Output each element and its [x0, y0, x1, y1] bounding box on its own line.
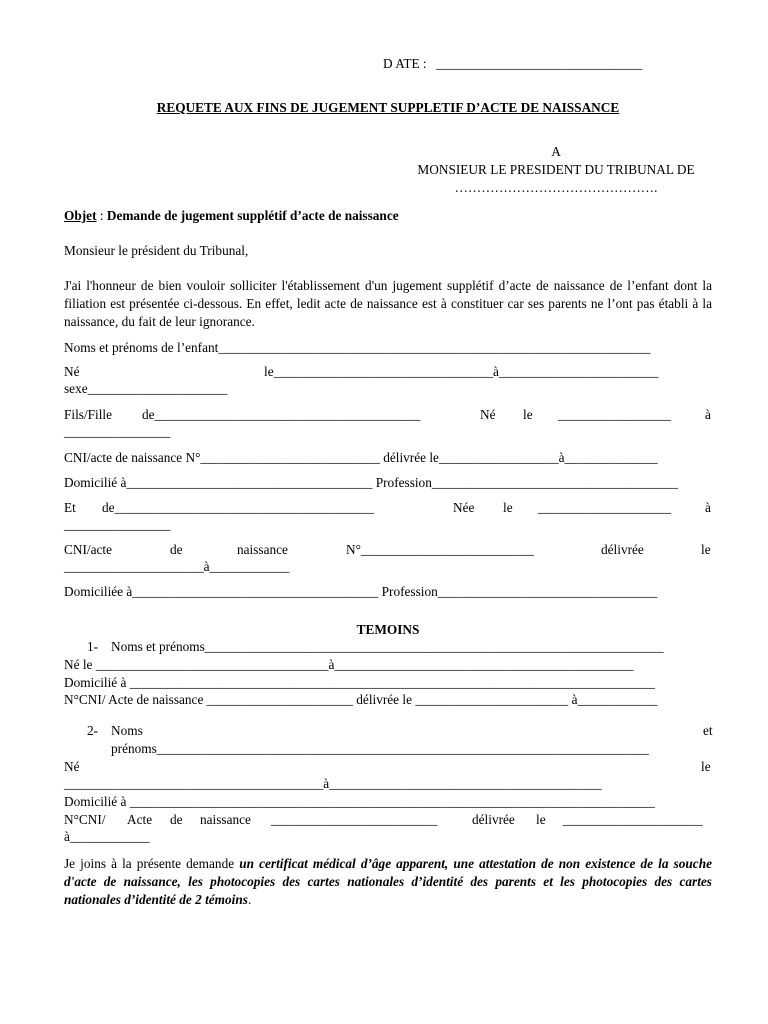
- pere-lieu-field[interactable]: ________________: [64, 424, 171, 439]
- temoin2-domicile-field[interactable]: Domicilié à _______________________________________________________________________________: [64, 794, 655, 809]
- temoin2-number: 2-: [87, 723, 99, 738]
- temoin2-ne-field[interactable]: _______________________________________à_________________________________________: [64, 776, 602, 791]
- mere-le-label: le: [503, 500, 513, 515]
- temoin2-le-label: le: [536, 812, 546, 827]
- temoin1-number: 1-: [87, 639, 99, 654]
- document-title: REQUETE AUX FINS DE JUGEMENT SUPPLETIF D’ACTE DE NAISSANCE: [156, 100, 620, 115]
- temoin2-cni-label-4: naissance: [200, 812, 251, 827]
- closing-suffix: .: [247, 892, 252, 907]
- pere-ne-label: Né: [480, 407, 496, 422]
- pere-le-label: le: [523, 407, 533, 422]
- objet-label: Objet: [64, 208, 97, 223]
- mere-cni-label-1: CNI/acte: [64, 542, 112, 557]
- mere-cni-field[interactable]: N°__________________________: [346, 542, 534, 557]
- mere-domicile-field[interactable]: Domiciliée à_____________________________________ Profession_________________________________: [64, 584, 658, 599]
- closing-attachments: un certificat médical d’âge apparent, une attestation de non existence de la souche d'acte de naissance, les photocopies des cartes nationales d’identité des parents et les photocopies des cartes nationales d’identité de 2 témoins: [64, 856, 712, 907]
- temoin1-noms-field[interactable]: Noms et prénoms_____________________________________________________________________: [111, 639, 664, 654]
- temoin2-prenoms-field[interactable]: prénoms__________________________________________________________________________: [111, 741, 649, 756]
- objet-separator: :: [96, 208, 107, 223]
- addressee-dots[interactable]: ……………………………………….: [454, 180, 658, 195]
- temoin1-cni-field[interactable]: N°CNI/ Acte de naissance ______________________ délivrée le _______________________ à____________: [64, 692, 658, 707]
- closing-paragraph: [64, 855, 712, 909]
- mere-cni-date-field[interactable]: _____________________à____________: [64, 559, 290, 574]
- intro-paragraph: J'ai l'honneur de bien vouloir solliciter l'établissement d'un jugement supplétif d’acte de naissance de l’enfant dont la filiation est présentée ci-dessous. En effet, ledit acte de naissance est à constituer car ses parents ne l’ont pas établi à la naissance, du fait de leur ignorance.: [64, 278, 712, 329]
- temoin1-ne-field[interactable]: Né le ___________________________________à_____________________________________________: [64, 657, 634, 672]
- mere-delivree-label: délivrée: [601, 542, 644, 557]
- temoin2-le-label: le: [701, 759, 711, 774]
- pere-nom-field[interactable]: de________________________________________: [142, 407, 421, 422]
- temoin2-lieu-field[interactable]: à____________: [64, 829, 150, 844]
- temoin2-ne-label: Né: [64, 759, 80, 774]
- temoin2-cni-label-1: N°CNI/: [64, 812, 106, 827]
- fils-fille-label: Fils/Fille: [64, 407, 113, 422]
- addressee-a: A: [551, 144, 561, 159]
- temoin2-delivree-label: délivrée: [472, 812, 515, 827]
- ne-le-a-field[interactable]: le_________________________________à________________________: [264, 364, 659, 379]
- temoins-title: TEMOINS: [356, 622, 420, 637]
- objet-text: Demande de jugement supplétif d’acte de naissance: [106, 208, 399, 223]
- objet-line: [64, 208, 399, 224]
- temoin2-et-label: et: [703, 723, 713, 738]
- ne-label: Né: [64, 364, 80, 379]
- temoin2-cni-field[interactable]: _________________________: [271, 812, 438, 827]
- mere-nee-label: Née: [453, 500, 475, 515]
- pere-date-field[interactable]: _________________: [558, 407, 672, 422]
- date-line[interactable]: _______________________________: [436, 56, 643, 71]
- et-label: Et: [64, 500, 76, 515]
- temoin2-noms-label: Noms: [111, 723, 143, 738]
- temoin1-domicile-field[interactable]: Domicilié à _______________________________________________________________________________: [64, 675, 655, 690]
- date-label: D ATE :: [383, 56, 427, 71]
- closing-prefix: Je joins à la présente demande: [64, 856, 240, 871]
- sexe-field[interactable]: sexe_____________________: [64, 381, 228, 396]
- mere-a-label: à: [705, 500, 711, 515]
- mere-nom-field[interactable]: de_______________________________________: [102, 500, 374, 515]
- pere-a-label: à: [705, 407, 711, 422]
- mere-cni-label-2: de: [170, 542, 183, 557]
- temoin2-cni-label-3: de: [170, 812, 183, 827]
- addressee-president: MONSIEUR LE PRESIDENT DU TRIBUNAL DE: [417, 162, 695, 177]
- temoin2-date-field[interactable]: _____________________: [563, 812, 703, 827]
- temoin2-cni-label-2: Acte: [127, 812, 153, 827]
- mere-date-field[interactable]: ____________________: [538, 500, 671, 515]
- mere-cni-label-3: naissance: [237, 542, 288, 557]
- salutation: Monsieur le président du Tribunal,: [64, 243, 249, 258]
- mere-le-label-2: le: [701, 542, 711, 557]
- pere-cni-field[interactable]: CNI/acte de naissance N°___________________________ délivrée le__________________à______________: [64, 450, 658, 465]
- noms-enfant-field[interactable]: Noms et prénoms de l’enfant_________________________________________________________________: [64, 340, 651, 355]
- pere-domicile-field[interactable]: Domicilié à_____________________________________ Profession_____________________________________: [64, 475, 678, 490]
- mere-lieu-field[interactable]: ________________: [64, 517, 171, 532]
